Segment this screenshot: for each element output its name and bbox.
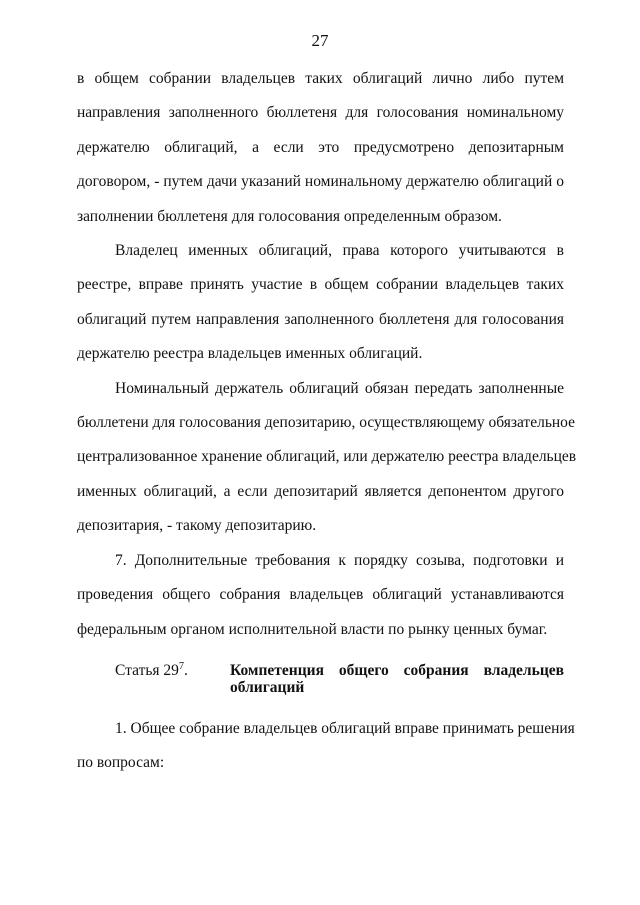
text-line: 7. Дополнительные требования к порядку созыва, подготовки и [115,551,564,569]
page-number: 27 [311,31,329,50]
final-paragraph [77,712,575,781]
paragraph-3 [77,372,577,544]
text-line: централизованное хранение облигаций, или держателю реестра владельцев [77,448,577,466]
text-line: федеральным органом исполнительной власти по рынку ценных бумаг. [77,620,548,638]
text-line: по вопросам: [77,754,165,772]
document-body [77,62,577,647]
text-line: именных облигаций, а если депозитарий является депонентом другого [77,482,564,500]
text-line: заполнении бюллетеня для голосования определенным образом. [77,207,502,225]
article-title [230,662,564,696]
article-title-line: облигаций [230,679,305,696]
paragraph-4 [77,544,564,647]
text-line: проведения общего собрания владельцев облигаций устанавливаются [77,586,564,604]
text-line: Владелец именных облигаций, права которого учитываются в [115,242,564,260]
text-line: держателю облигаций, а если это предусмотрено депозитарным [77,138,564,156]
text-line: реестре, вправе принять участие в общем собрании владельцев таких [77,276,564,294]
text-line: 1. Общее собрание владельцев облигаций вправе принимать решения [115,720,575,737]
text-line: договором, - путем дачи указаний номинальному держателю облигаций о [77,173,564,191]
text-line: облигаций путем направления заполненного бюллетеня для голосования [77,310,564,328]
article-title-line: Компетенция общего собрания владельцев [230,662,564,679]
article-number: Статья $29^7$. [115,661,188,679]
text-line: направления заполненного бюллетеня для голосования номинальному [77,104,564,122]
text-line: бюллетени для голосования депозитарию, осуществляющему обязательное [77,414,575,432]
text-line: держателю реестра владельцев именных облигаций. [77,345,423,363]
text-line: в общем собрании владельцев таких облигаций лично либо путем [77,70,564,87]
article-superscript: 7 [178,661,184,672]
text-line: Номинальный держатель облигаций обязан передать заполненные [115,379,564,397]
paragraph-1 [77,62,564,234]
text-line: депозитария, - такому депозитарию. [77,517,317,535]
paragraph-2 [77,234,564,372]
